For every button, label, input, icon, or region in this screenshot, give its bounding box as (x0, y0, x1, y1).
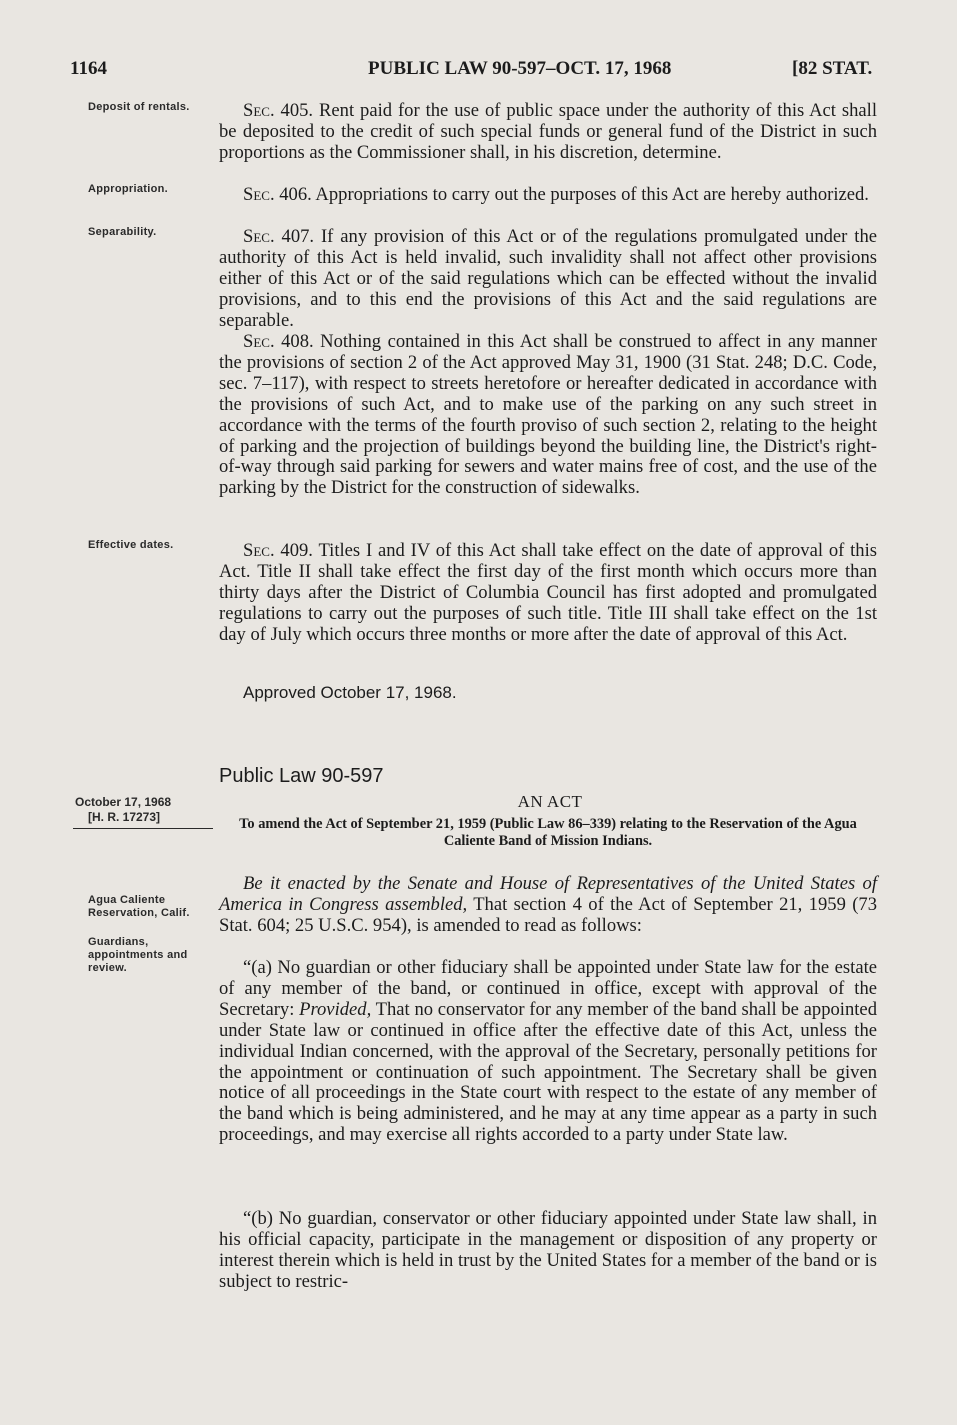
section-text: If any provision of this Act or of the regulations promulgated under the authority of this Act is held invalid, such invalidity shall not affect other provisions either of this Act or of the said regulations which can be effected without the invalid provisions, and to this end the provisions of this Act and the said regulations are separable. (219, 226, 877, 331)
section-label: Sec. 405. (243, 100, 314, 121)
section-409 (219, 541, 877, 646)
an-act-heading: AN ACT (517, 792, 583, 811)
section-label: Sec. 408. (243, 331, 314, 352)
approval-line: Approved October 17, 1968. (243, 683, 457, 702)
page-header (0, 58, 957, 84)
volume-reference: [82 STAT. (792, 58, 873, 79)
subsection-a-text-2: That no conservator for any member of the band shall be appointed under State law or continued in office after the effective date of this Act, unless the individual Indian concerned, with the approval of the Secretary, personally petitions for the appointment or continuation of such appointment. The Secretary shall be given notice of all proceedings in the State court with respect to the estate of any member of the band which is being administered, and he may at any time appear as a party in such proceedings, and may exercise all rights accorded to a party under State law. (219, 998, 877, 1146)
margin-note-date: October 17, 1968 (75, 795, 172, 809)
section-label: Sec. 406. (243, 184, 312, 205)
margin-note-bill-number: [H. R. 17273] (88, 810, 161, 824)
margin-note-agua-caliente: Agua Caliente Reservation, Calif. (88, 894, 190, 919)
page-number: 1164 (70, 58, 107, 79)
divider-rule (73, 828, 213, 829)
proviso-italic: Provided, (299, 998, 372, 1020)
margin-note-guardians: Guardians, appointments and review. (88, 936, 188, 974)
margin-note-deposit: Deposit of rentals. (88, 101, 190, 113)
public-law-heading: Public Law 90-597 (219, 765, 384, 787)
section-text: Titles I and IV of this Act shall take effect on the date of approval of this Act. Title II shall take effect the first day of the first month which occurs more than thirty days after the District of Columbia Council has first adopted and promulgated regulations to carry out the purposes of such title. Title III shall take effect on the 1st day of July which occurs three months or more after the date of approval of this Act. (219, 540, 877, 645)
margin-note-effective-dates: Effective dates. (88, 539, 174, 551)
margin-note-separability: Separability. (88, 226, 157, 238)
enacting-clause (219, 874, 877, 937)
subsection-a (219, 958, 877, 1146)
section-407 (219, 227, 877, 332)
section-408 (219, 332, 877, 499)
running-title: PUBLIC LAW 90-597–OCT. 17, 1968 (368, 58, 672, 79)
subsection-b-text: “(b) No guardian, conservator or other fiduciary appointed under State law shall, in his official capacity, participate in the management or disposition of any property or interest therein which is held in trust by the United States for a member of the band or is subject to restric- (219, 1208, 877, 1292)
enacting-italic: Be it enacted by the Senate and House of Representatives of the United States of America in Congress assembled, (219, 873, 877, 915)
section-text: Nothing contained in this Act shall be construed to affect in any manner the provisions of section 2 of the Act approved May 31, 1900 (31 Stat. 248; D.C. Code, sec. 7–117), with respect to streets heretofore or hereafter dedicated in accordance with the provisions of such Act, and to make use of the parking on any such street in accordance with the terms of the fourth proviso of such section 2, relating to the height of parking and the projection of buildings beyond the building line, the District's right-of-way through said parking for sewers and water mains free of cost, and the use of the parking by the District for the construction of sidewalks. (219, 331, 877, 499)
subsection-a-text: “(a) No guardian or other fiduciary shall be appointed under State law for the estate of any member of the band, or continued in office, except with approval of the Secretary: (219, 957, 877, 1020)
section-label: Sec. 407. (243, 226, 315, 247)
section-406 (219, 185, 877, 206)
section-text: Rent paid for the use of public space under the authority of this Act shall be deposited to the credit of such special funds or general fund of the District in such proportions as the Commissioner shall, in his discretion, determine. (219, 100, 878, 163)
act-purpose: To amend the Act of September 21, 1959 (Public Law 86–339) relating to the Reservation of the Agua Caliente Band of Mission Indians. (239, 816, 857, 849)
enacting-text: That section 4 of the Act of September 21, 1959 (73 Stat. 604; 25 U.S.C. 954), is amended to read as follows: (219, 893, 877, 936)
margin-note-appropriation: Appropriation. (88, 183, 168, 195)
section-405 (219, 101, 877, 164)
section-label: Sec. 409. (243, 540, 313, 561)
section-text: Appropriations to carry out the purposes of this Act are hereby authorized. (311, 184, 869, 205)
subsection-b (219, 1209, 877, 1293)
